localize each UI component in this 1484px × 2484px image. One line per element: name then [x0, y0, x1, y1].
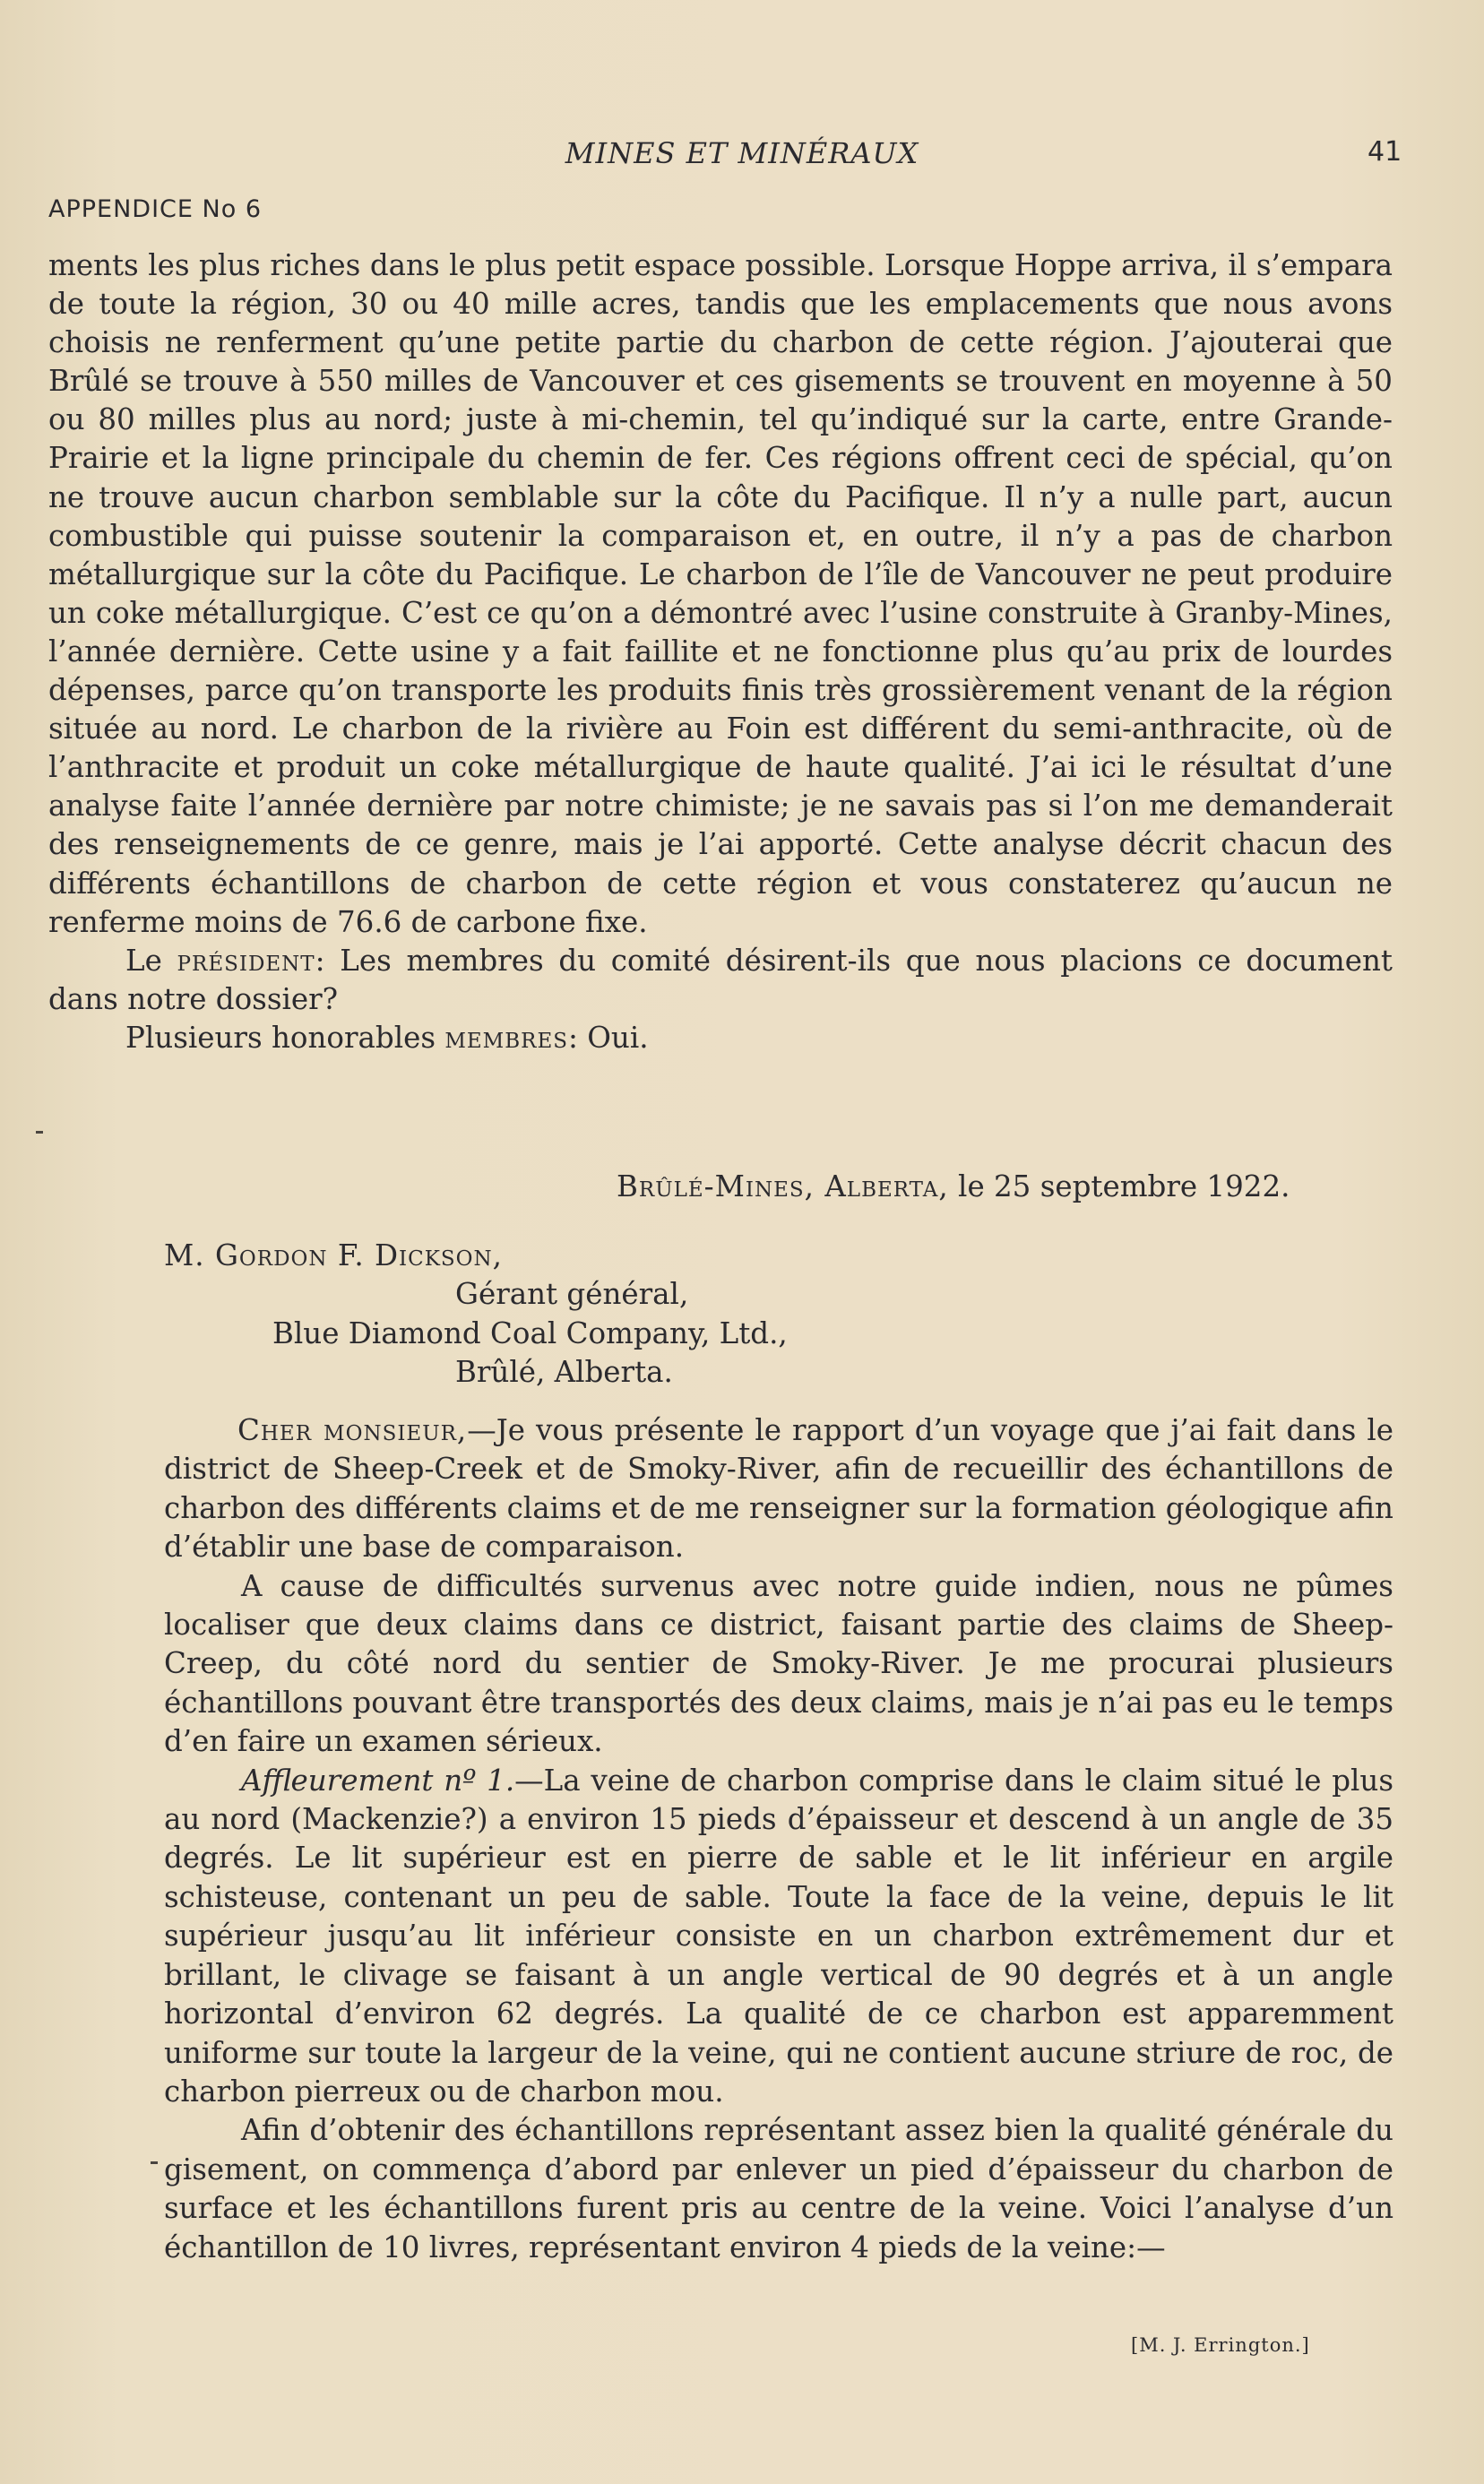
members-prefix: Plusieurs honorables	[125, 1020, 436, 1055]
salutation: Cher monsieur,	[237, 1413, 468, 1447]
letter-paragraph-1	[164, 1411, 1393, 1567]
letter-paragraph-4: Afin d’obtenir des échantillons représentant assez bien la qualité générale du gisement, on commença d’abord par enlever un pied d’épaisseur du charbon de surface et les échantillons furent pris au centre de la veine. Voici l’analyse d’un échantillon de 10 livres, représentant environ 4 pieds de la veine:—	[164, 2113, 1393, 2264]
president-text: : Les membres du comité désirent-ils que nous placions ce document dans notre dossier?	[48, 943, 1393, 1016]
letter-paragraph-2: A cause de difficultés survenus avec notre guide indien, nous ne pûmes localiser que deux claims dans ce district, faisant partie des claims de Sheep-Creep, du côté nord du sentier de Smoky-River. Je me procurai plusieurs échantillons pouvant être transportés des deux claims, mais je n’ai pas eu le temps d’en faire un examen sérieux.	[164, 1568, 1394, 1759]
intro-paragraph: ments les plus riches dans le plus petit espace possible. Lorsque Hoppe arriva, il s’empara de toute la région, 30 ou 40 mille acres, tandis que les emplacements que nous avons choisis ne renferment qu’une petite partie du charbon de cette région. J’ajouterai que Brûlé se trouve à 550 milles de Vancouver et ces gisements se trouvent en moyenne à 50 ou 80 milles plus au nord; juste à mi-chemin, tel qu’indiqué sur la carte, entre Grande-Prairie et la ligne principale du chemin de fer. Ces régions offrent ceci de spécial, qu’on ne trouve aucun charbon semblable sur la côte du Pacifique. Il n’y a nulle part, aucun combustible qui puisse soutenir la comparaison et, en outre, il n’y a pas de charbon métallurgique sur la côte du Pacifique. Le charbon de l’île de Vancouver ne peut produire un coke métallurgique. C’est ce qu’on a démontré avec l’usine construite à Granby-Mines, l’année dernière. Cette usine y a fait faillite et ne fonctionne plus qu’au prix de lourdes dépenses, parce qu’on transporte les produits finis très grossièrement venant de la région située au nord. Le charbon de la rivière au Foin est différent du semi-anthracite, où de l’anthracite et produit un coke métallurgique de haute qualité. J’ai ici le résultat d’une analyse faite l’année dernière par notre chimiste; je ne savais pas si l’on me demanderait des renseignements de ce genre, mais je l’ai apporté. Cette analyse décrit chacun des différents échantillons de charbon de cette région et vous constaterez qu’aucun ne renferme moins de 76.6 de carbone fixe.	[48, 248, 1393, 939]
members-text: : Oui.	[568, 1020, 649, 1055]
page-number: 41	[1368, 136, 1402, 168]
outcrop-label: Affleurement nº 1.	[241, 1763, 515, 1798]
president-label: président	[177, 943, 315, 978]
margin-mark	[151, 2161, 158, 2164]
running-title: MINES ET MINÉRAUX	[565, 136, 919, 170]
president-prefix: Le	[125, 943, 162, 978]
addressee-company: Blue Diamond Coal Company, Ltd.,	[272, 1316, 788, 1350]
appendix-label: APPENDICE No 6	[48, 195, 263, 223]
addressee-title: Gérant général,	[455, 1277, 689, 1311]
letter-place: Brûlé-Mines, Alberta,	[617, 1169, 949, 1203]
letter-paragraph-3-text: —La veine de charbon comprise dans le claim situé le plus au nord (Mackenzie?) a environ 15 pieds d’épaisseur et descend à un angle de 35 degrés. Le lit supérieur est en pierre de sable et le lit inférieur en argile schisteuse, contenant un peu de sable. Toute la face de la veine, depuis le lit supérieur jusqu’au lit inférieur consiste en un charbon extrêmement dur et brillant, le clivage se faisant à un angle vertical de 90 degrés et à un angle horizontal d’environ 62 degrés. La qualité de ce charbon est apparemment uniforme sur toute la largeur de la veine, qui ne contient aucune striure de roc, de charbon pierreux ou de charbon mou.	[164, 1763, 1394, 2109]
members-label: membres	[444, 1020, 568, 1055]
author-credit: [M. J. Errington.]	[1131, 2334, 1310, 2356]
addressee-city: Brûlé, Alberta.	[455, 1355, 673, 1389]
testimony-text	[48, 246, 1393, 1057]
letter-date: le 25 septembre 1922.	[958, 1169, 1290, 1203]
letter-paragraph-3	[164, 1762, 1393, 2112]
letter-dateline	[617, 1169, 1290, 1203]
president-remark	[48, 942, 1393, 1019]
members-reply	[48, 1019, 1393, 1057]
addressee-name: M. Gordon F. Dickson,	[164, 1238, 503, 1272]
letter-body	[164, 1411, 1393, 2267]
margin-mark	[36, 1131, 43, 1134]
letter-paragraph-1-text: —Je vous présente le rapport d’un voyage que j’ai fait dans le district de Sheep-Creek et de Smoky-River, afin de recueillir des échantillons de charbon des différents claims et de me renseigner sur la formation géologique afin d’établir une base de comparaison.	[164, 1413, 1393, 1565]
